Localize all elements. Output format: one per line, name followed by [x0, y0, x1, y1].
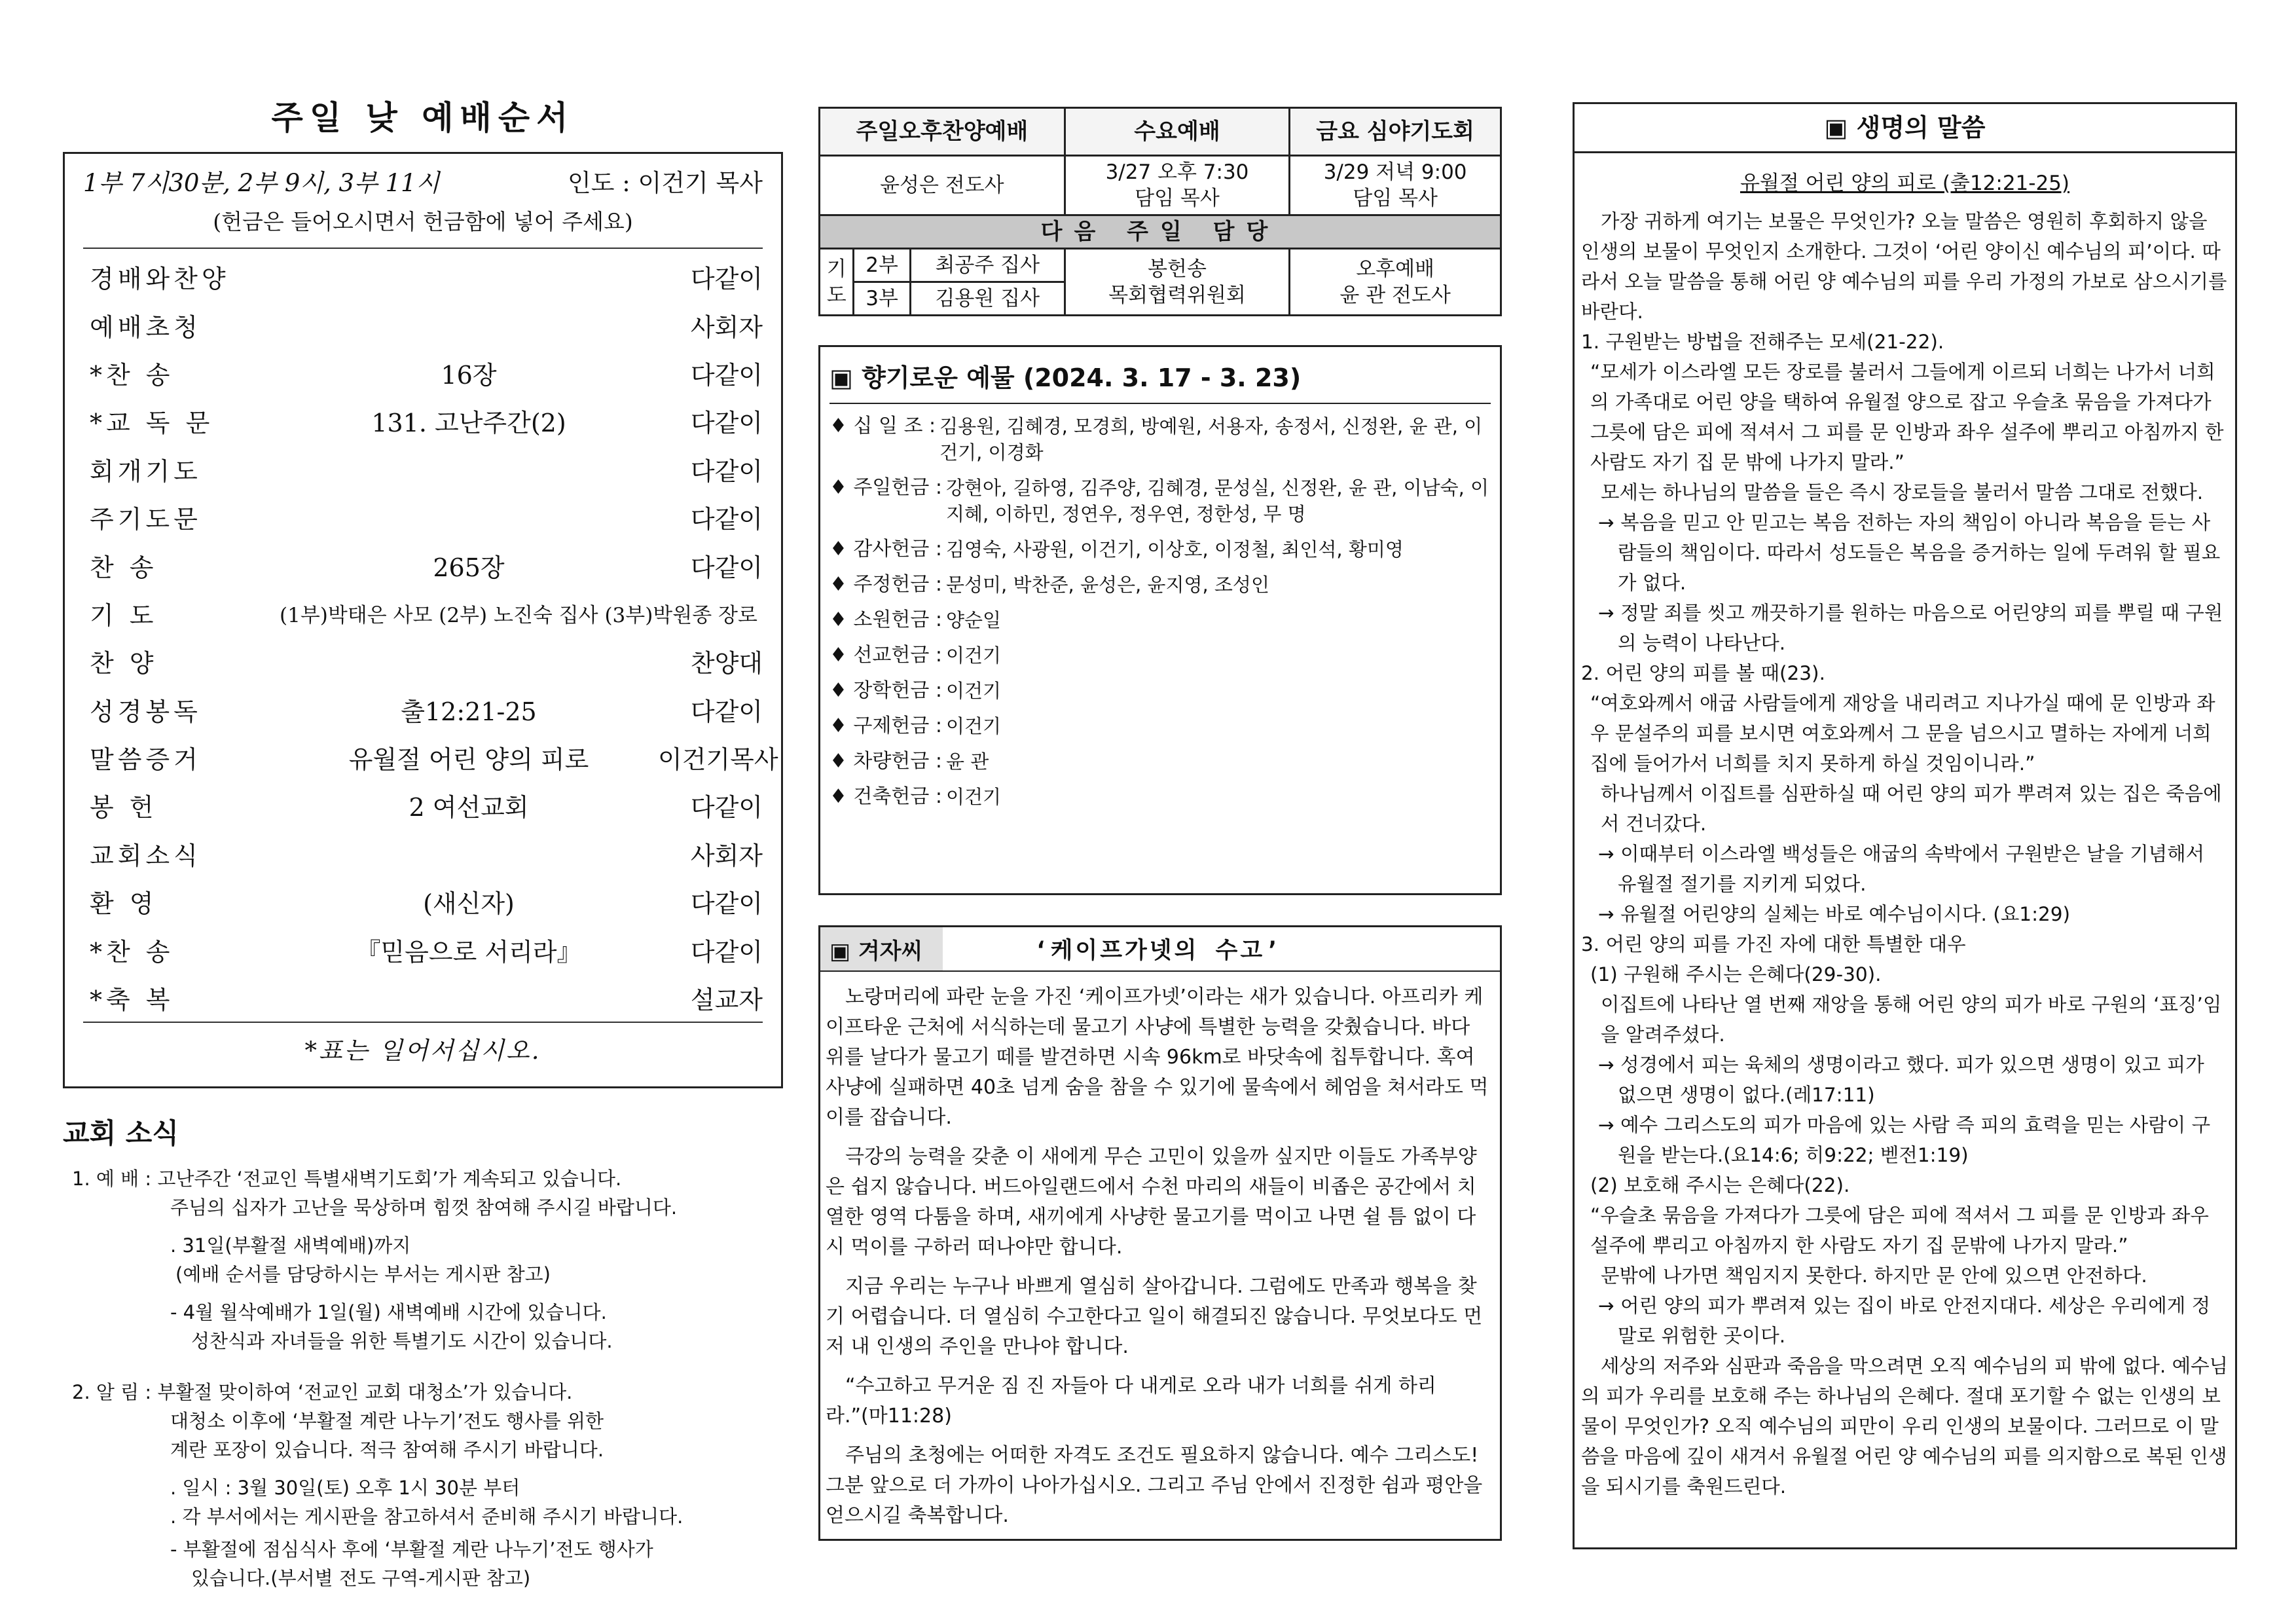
- order-item-leader: 설교자: [690, 986, 763, 1015]
- news-line: - 부활절에 점심식사 후에 ‘부활절 계란 나누기’전도 행사가: [170, 1538, 653, 1560]
- sermon-line: “모세가 이스라엘 모든 장로를 불러서 그들에게 이르되 너희는 나가서 너희의 가족대로 어린 양을 택하여 유월절 양으로 잡고 우슬초 묶음을 가져다가 그릇에 담은 피에 적셔서 그 피를 문 인방과 좌우 설주에 뿌리고 아침까지 한 사람도 자기 집 문 밖에 나가지 말라.”: [1590, 361, 2224, 473]
- offering-category: ♦ 주정헌금 :: [829, 573, 942, 596]
- schedule-leader: 담임 목사: [1135, 187, 1220, 210]
- order-item-name: 환 영: [90, 889, 158, 919]
- schedule-time: 3/29 저녁 9:00: [1323, 160, 1467, 184]
- offering-names: 이건기: [946, 644, 1002, 667]
- worship-order-row: [83, 686, 763, 733]
- sermon-line: 1. 구원받는 방법을 전해주는 모세(21-22).: [1581, 331, 1944, 353]
- sermon-line: → 어린 양의 피가 뿌려져 있는 집이 바로 안전지대다. 세상은 우리에게 정말로 위험한 곳이다.: [1598, 1295, 2211, 1347]
- order-item-leader: 이건기목사: [658, 745, 778, 775]
- schedule-header: 수요예배: [1065, 108, 1290, 156]
- order-item-name: *축 복: [90, 986, 174, 1015]
- offering-note: (헌금은 들어오시면서 헌금함에 넣어 주세요): [213, 209, 633, 234]
- worship-order-row: [83, 589, 763, 637]
- service-title: 주일 낮 예배순서: [271, 98, 575, 137]
- worship-order-row: [83, 925, 763, 973]
- offering-row: [829, 748, 1491, 775]
- sermon-line: 모세는 하나님의 말씀을 들은 즉시 장로들을 불러서 말씀 그대로 전했다.: [1601, 481, 2204, 504]
- offering-row: [829, 536, 1491, 563]
- offering-names: 이건기: [946, 786, 1002, 808]
- order-item-name: 봉 헌: [90, 793, 158, 822]
- essay-paragraph: 지금 우리는 누구나 바쁘게 열심히 살아갑니다. 그럼에도 만족과 행복을 찾기 어렵습니다. 더 열심히 수고한다고 일이 해결되진 않습니다. 무엇보다도 먼저 내 인생의 주인을 만나야 합니다.: [826, 1275, 1483, 1358]
- order-item-detail: 2 여선교회: [409, 793, 529, 822]
- worship-order-row: [83, 493, 763, 541]
- worship-order-row: [83, 733, 778, 781]
- offering-row: [829, 413, 1491, 466]
- sermon-line: → 예수 그리스도의 피가 마음에 있는 사람 즉 피의 효력을 믿는 사람이 구원을 받는다.(요14:6; 히9:22; 벧전1:19): [1598, 1114, 2211, 1166]
- worship-order-box: [63, 152, 783, 1088]
- prayer-label: [820, 249, 854, 316]
- news-item-worship: [72, 1164, 783, 1356]
- offer-group: 목회협력위원회: [1108, 283, 1246, 307]
- church-news-title: 교회 소식: [63, 1117, 179, 1149]
- order-item-leader: 다같이: [690, 793, 763, 822]
- order-item-detail: (새신자): [423, 889, 515, 919]
- news-item-notice: [72, 1378, 783, 1593]
- order-item-leader: 다같이: [690, 456, 763, 486]
- essay-label: ▣ 겨자씨: [820, 927, 943, 970]
- sermon-line: 하나님께서 이집트를 심판하실 때 어린 양의 피가 뿌려져 있는 집은 죽음에서 건너갔다.: [1601, 783, 2222, 835]
- order-item-name: 성경봉독: [90, 697, 202, 726]
- offering-list: [829, 413, 1491, 810]
- news-line: . 31일(부활절 새벽예배)까지: [170, 1234, 411, 1257]
- worship-order-row: [83, 301, 763, 348]
- order-item-name: 예배초청: [90, 312, 202, 342]
- essay-box: [818, 925, 1502, 1541]
- news-line: . 각 부서에서는 게시판을 참고하셔서 준비해 주시기 바랍니다.: [170, 1505, 683, 1528]
- schedule-cell: [1065, 156, 1290, 215]
- worship-order-list: [83, 248, 778, 1023]
- news-line: 계란 포장이 있습니다. 적극 참여해 주시기 바랍니다.: [170, 1439, 604, 1461]
- service-leader: 인도 : 이건기 목사: [568, 169, 763, 197]
- order-item-leader: 사회자: [690, 312, 763, 342]
- service-times-row: [83, 163, 763, 198]
- worship-order-row: [83, 974, 763, 1022]
- worship-order-row: [83, 877, 763, 925]
- offer-song: 봉헌송: [1148, 257, 1207, 281]
- schedule-cell: [1290, 249, 1501, 316]
- schedule-cell: 윤성은 전도사: [820, 156, 1065, 215]
- order-item-leader: 다같이: [690, 505, 763, 534]
- sermon-header: ▣ 생명의 말씀: [1575, 104, 2235, 153]
- news-line: 1. 예 배 : 고난주간 ‘전교인 특별새벽기도회’가 계속되고 있습니다.: [72, 1168, 622, 1190]
- schedule-header: 금요 심야기도회: [1290, 108, 1501, 156]
- news-line: - 4월 월삭예배가 1일(월) 새벽예배 시간에 있습니다.: [170, 1301, 607, 1323]
- essay-paragraph: 주님의 초청에는 어떠한 자격도 조건도 필요하지 않습니다. 예수 그리스도! 그분 앞으로 더 가까이 나아가십시오. 그리고 주님 안에서 진정한 쉼과 평안을 얻으시길 축복합니다.: [826, 1444, 1483, 1527]
- sermon-line: 이집트에 나타난 열 번째 재앙을 통해 어린 양의 피가 바로 구원의 ‘표징’임을 알려주셨다.: [1601, 993, 2222, 1046]
- news-line: (예배 순서를 담당하시는 부서는 게시판 참고): [175, 1263, 551, 1285]
- order-item-leader: 다같이: [690, 265, 763, 294]
- order-item-detail: 『믿음으로 서리라』: [355, 937, 582, 967]
- essay-paragraph: 극강의 능력을 갖춘 이 새에게 무슨 고민이 있을까 싶지만 이들도 가족부양은 쉽지 않습니다. 버드아일랜드에서 수천 마리의 새들이 비좁은 공간에서 치열한 영역 다툼을 하며, 새끼에게 사냥한 물고기를 먹이고 나면 쉴 틈 없이 다시 먹이를 구하러 떠나야만 합니다.: [826, 1145, 1477, 1259]
- order-item-leader: 다같이: [690, 889, 763, 919]
- essay-title: ‘케이프가넷의 수고’: [1034, 938, 1282, 964]
- order-item-leader: 찬양대: [690, 649, 763, 678]
- sermon-line: 2. 어린 양의 피를 볼 때(23).: [1581, 662, 1825, 684]
- order-item-name: *교 독 문: [90, 409, 214, 438]
- sermon-line: 3. 어린 양의 피를 가진 자에 대한 특별한 대우: [1581, 933, 1966, 955]
- sermon-line: (2) 보호해 주시는 은혜다(22).: [1590, 1174, 1850, 1196]
- order-item-detail: 16장: [441, 360, 497, 390]
- offering-names: 문성미, 박찬준, 윤성은, 윤지영, 조성인: [946, 574, 1269, 596]
- worship-column: [63, 92, 783, 1593]
- order-item-name: *찬 송: [90, 937, 174, 967]
- order-item-name: 기 도: [90, 600, 158, 630]
- order-item-name: 찬 양: [90, 649, 158, 678]
- worship-order-row: [83, 253, 763, 301]
- sermon-line: → 유월절 어린양의 실체는 바로 예수님이시다. (요1:29): [1598, 903, 2071, 925]
- schedule-column: [818, 107, 1502, 1541]
- offering-row: [829, 784, 1491, 810]
- sermon-column: [1573, 102, 2237, 1549]
- order-item-leader: 다같이: [690, 937, 763, 967]
- offering-names: 이건기: [946, 715, 1002, 737]
- schedule-cell: 3부: [854, 282, 910, 316]
- service-times: 1부 7시30분, 2부 9시, 3부 11시: [83, 169, 440, 197]
- order-item-detail: 131. 고난주간(2): [371, 409, 566, 438]
- news-line: . 일시 : 3월 30일(토) 오후 1시 30분 부터: [170, 1477, 520, 1499]
- order-item-detail: 유월절 어린 양의 피로: [348, 745, 589, 775]
- worship-order-row: [83, 541, 763, 589]
- essay-paragraph: 노랑머리에 파란 눈을 가진 ‘케이프가넷’이라는 새가 있습니다. 아프리카 케이프타운 근처에 서식하는데 물고기 사냥에 특별한 능력을 갖췄습니다. 바다 위를 날다가 물고기 떼를 발견하면 시속 96km로 바닷속에 칩투합니다. 혹여 사냥에 실패하면 40초 넘게 숨을 참을 수 있기에 물속에서 헤엄을 쳐서라도 먹이를 잡습니다.: [826, 986, 1489, 1129]
- schedule-cell: 김용원 집사: [910, 282, 1065, 316]
- worship-order-row: [83, 397, 763, 445]
- offering-row: [829, 642, 1491, 669]
- offering-names: 양순일: [946, 609, 1002, 631]
- offering-names: 이건기: [946, 680, 1002, 702]
- news-line: 있습니다.(부서별 전도 구역-게시판 참고): [191, 1567, 531, 1589]
- offering-category: ♦ 건축헌금 :: [829, 785, 942, 808]
- order-item-name: 찬 송: [90, 553, 158, 582]
- news-line: 2. 알 림 : 부활절 맞이하여 ‘전교인 교회 대청소’가 있습니다.: [72, 1381, 573, 1403]
- offering-names: 김용원, 김혜경, 모경희, 방예원, 서용자, 송정서, 신정완, 윤 관, 이건기, 이경화: [939, 415, 1483, 464]
- stand-note: *표는 일어서십시오.: [304, 1037, 541, 1065]
- pm-worship: 오후예배: [1356, 257, 1435, 281]
- order-item-name: 경배와찬양: [90, 265, 230, 294]
- schedule-table: [818, 107, 1502, 316]
- order-item-name: 주기도문: [90, 505, 202, 534]
- schedule-leader: 담임 목사: [1353, 187, 1438, 210]
- offering-category: ♦ 장학헌금 :: [829, 679, 942, 702]
- sermon-line: → 복음을 믿고 안 믿고는 복음 전하는 자의 책임이 아니라 복음을 듣는 사람들의 책임이다. 따라서 성도들은 복음을 증거하는 일에 두려워 할 필요가 없다.: [1598, 511, 2221, 594]
- essay-body: [820, 972, 1500, 1531]
- offering-category: ♦ 선교헌금 :: [829, 644, 942, 667]
- offering-row: [829, 678, 1491, 704]
- offering-title: ▣ 향기로운 예물 (2024. 3. 17 - 3. 23): [829, 358, 1491, 404]
- offering-row: [829, 475, 1491, 527]
- offering-box: [818, 345, 1502, 895]
- schedule-cell: 2부: [854, 249, 910, 282]
- offering-category: ♦ 감사헌금 :: [829, 538, 942, 561]
- order-item-name: 교회소식: [90, 841, 202, 870]
- news-line: 주님의 십자가 고난을 묵상하며 힘껏 참여해 주시길 바랍니다.: [170, 1196, 678, 1219]
- order-item-detail: 265장: [433, 553, 505, 582]
- schedule-header: 주일오후찬양예배: [820, 108, 1065, 156]
- news-line: 대청소 이후에 ‘부활절 계란 나누기’전도 행사를 위한: [170, 1410, 604, 1432]
- order-item-name: *찬 송: [90, 360, 174, 390]
- offering-category: ♦ 소원헌금 :: [829, 608, 942, 631]
- worship-order-row: [83, 781, 763, 829]
- sermon-line: 세상의 저주와 심판과 죽음을 막으려면 오직 예수님의 피 밖에 없다. 예수님의 피가 우리를 보호해 주는 하나님의 은혜다. 절대 포기할 수 없는 인생의 보물이 무엇인가? 오직 예수님의 피만이 우리 인생의 보물이다. 그러므로 이 말씀을 마음에 깊이 새겨서 유월절 어린 양 예수님의 피를 의지함으로 복된 인생을 되시기를 축원드린다.: [1581, 1355, 2229, 1498]
- offering-row: [829, 607, 1491, 633]
- schedule-time: 3/27 오후 7:30: [1105, 160, 1249, 184]
- worship-order-row: [83, 637, 763, 685]
- essay-paragraph: “수고하고 무거운 짐 진 자들아 다 내게로 오라 내가 너희를 쉬게 하리라.”(마11:28): [826, 1375, 1436, 1428]
- offering-names: 강현아, 길하영, 김주양, 김혜경, 문성실, 신정완, 윤 관, 이남숙, 이지혜, 이하민, 정연우, 정우연, 정한성, 무 명: [946, 477, 1489, 525]
- order-item-leader: 다같이: [690, 360, 763, 390]
- offering-row: [829, 572, 1491, 598]
- worship-order-row: [83, 349, 763, 397]
- worship-order-row: [83, 830, 763, 877]
- offering-category: ♦ 차량헌금 :: [829, 750, 942, 773]
- prayer-char: 도: [826, 283, 847, 307]
- sermon-line: → 성경에서 피는 육체의 생명이라고 했다. 피가 있으면 생명이 있고 피가 없으면 생명이 없다.(레17:11): [1598, 1054, 2204, 1106]
- offering-category: ♦ 주일헌금 :: [829, 476, 942, 499]
- offering-category: ♦ 십 일 조 :: [829, 415, 936, 437]
- sermon-line: 가장 귀하게 여기는 보물은 무엇인가? 오늘 말씀은 영원히 후회하지 않을 인생의 보물이 무엇인지 소개한다. 그것이 ‘어린 양이신 예수님의 피’이다. 따라서 오늘 말씀을 통해 어린 양 예수님의 피를 우리 가정의 가보로 삼으시기를 바란다.: [1581, 210, 2227, 323]
- offering-names: 김영숙, 사광원, 이건기, 이상호, 이정철, 최인석, 황미영: [946, 538, 1404, 561]
- order-item-name: 회개기도: [90, 456, 202, 486]
- order-item-name: 말씀증거: [90, 745, 202, 775]
- news-line: 성찬식과 자녀들을 위한 특별기도 시간이 있습니다.: [191, 1330, 613, 1352]
- sermon-line: (1) 구원해 주시는 은혜다(29-30).: [1590, 963, 1882, 986]
- sermon-subtitle: 유월절 어린 양의 피로 (출12:21-25): [1740, 172, 2070, 195]
- schedule-cell: [1290, 156, 1501, 215]
- offering-row: [829, 713, 1491, 739]
- sermon-line: 문밖에 나가면 책임지지 못한다. 하지만 문 안에 있으면 안전하다.: [1601, 1264, 2147, 1287]
- next-sunday-header: 다음 주일 담당: [820, 215, 1501, 249]
- offering-names: 윤 관: [946, 750, 989, 773]
- schedule-cell: [1065, 249, 1290, 316]
- worship-order-row: [83, 445, 763, 493]
- sermon-line: → 이때부터 이스라엘 백성들은 애굽의 속박에서 구원받은 날을 기념해서 유월절 절기를 지키게 되었다.: [1598, 843, 2205, 895]
- order-item-leader: 다같이: [690, 553, 763, 582]
- sermon-body: [1575, 206, 2235, 1502]
- order-item-detail: (1부)박태은 사모 (2부) 노진숙 집사 (3부)박원종 장로: [280, 603, 757, 627]
- order-item-leader: 다같이: [690, 409, 763, 438]
- sermon-line: → 정말 죄를 씻고 깨끗하기를 원하는 마음으로 어린양의 피를 뿌릴 때 구원의 능력이 나타난다.: [1598, 602, 2223, 654]
- offering-category: ♦ 구제헌금 :: [829, 714, 942, 737]
- schedule-cell: 최공주 집사: [910, 249, 1065, 282]
- order-item-detail: 출12:21-25: [401, 697, 537, 726]
- order-item-leader: 사회자: [690, 841, 763, 870]
- sermon-line: “우슬초 묶음을 가져다가 그릇에 담은 피에 적셔서 그 피를 문 인방과 좌우 설주에 뿌리고 아침까지 한 사람도 자기 집 문밖에 나가지 말라.”: [1590, 1204, 2209, 1257]
- prayer-char: 기: [826, 257, 847, 281]
- order-item-leader: 다같이: [690, 697, 763, 726]
- sermon-line: “여호와께서 애굽 사람들에게 재앙을 내리려고 지나가실 때에 문 인방과 좌우 문설주의 피를 보시면 여호와께서 그 문을 넘으시고 멸하는 자에게 너희 집에 들어가서 너희를 치지 못하게 하실 것임이니라.”: [1590, 692, 2215, 775]
- pm-leader: 윤 관 전도사: [1339, 283, 1451, 307]
- essay-header: [820, 927, 1500, 972]
